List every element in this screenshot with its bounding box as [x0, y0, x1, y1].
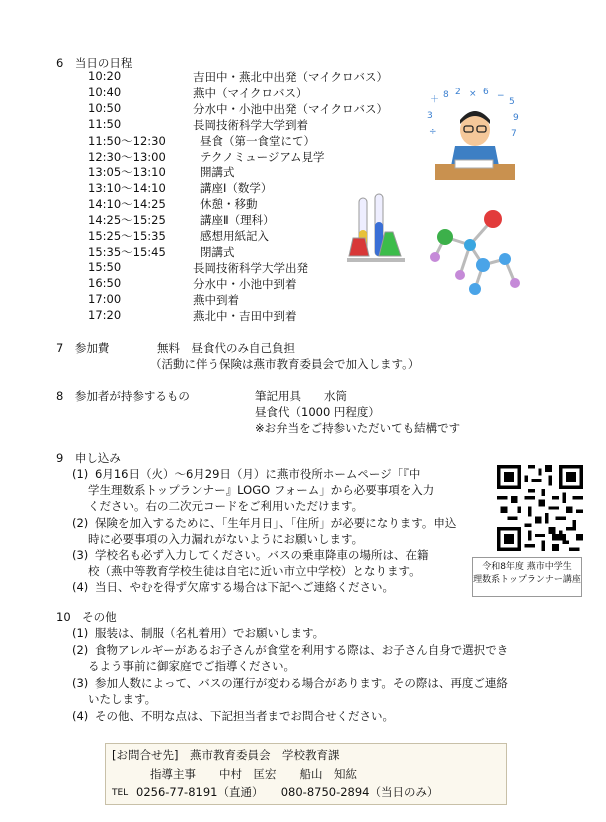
list-item-text: 学校名も必ず入力してください。バスの乗車降車の場所は、在籍	[95, 548, 429, 562]
svg-text:6: 6	[483, 88, 489, 97]
student-studying-icon	[425, 88, 523, 186]
schedule-time: 16:50	[88, 275, 122, 290]
section-6-heading: 6 当日の日程	[56, 56, 133, 70]
list-item-text: 参加人数によって、バスの運行が変わる場合があります。その際は、再度ご連絡	[95, 675, 508, 690]
schedule-time: 14:25～15:25	[88, 213, 166, 228]
qr-code-icon[interactable]	[497, 465, 583, 551]
schedule-time: 17:00	[88, 291, 122, 306]
list-item-text: 食物アレルギーがあるお子さんが食堂を利用する際は、お子さん自身で選択でき	[95, 642, 509, 657]
schedule-time: 10:20	[88, 69, 122, 83]
schedule-row	[88, 101, 408, 117]
schedule-event: 開講式	[200, 165, 235, 180]
bring-note: ※お弁当をご持参いただいても結構です	[255, 421, 461, 435]
section-7-heading: 7 参加費	[56, 341, 110, 355]
fee-text: 無料 昼食代のみ自己負担	[157, 341, 295, 355]
molecule-model-icon	[425, 205, 525, 305]
schedule-time: 13:10～14:10	[88, 181, 166, 196]
svg-text:−: −	[497, 91, 505, 101]
list-item-number: (3)	[72, 675, 89, 690]
svg-text:＋: ＋	[430, 95, 440, 105]
list-item-text: ください。右の二次元コードをご利用いただけます。	[88, 499, 364, 514]
tel-label: TEL	[112, 788, 129, 798]
schedule-event: 吉田中・燕北中出発（マイクロバス）	[193, 70, 389, 84]
schedule-time: 15:35～15:45	[88, 244, 166, 259]
list-item-text: 校（燕中等教育学校生徒は自宅に近い市立中学校）となります。	[88, 564, 421, 579]
schedule-row	[88, 117, 408, 133]
svg-text:8: 8	[443, 90, 449, 100]
schedule-event: 休憩・移動	[200, 197, 258, 212]
list-item-text: その他、不明な点は、下記担当者までお問合せください。	[95, 709, 394, 723]
section-9-heading: 9 申し込み	[56, 451, 121, 465]
svg-text:5: 5	[509, 97, 515, 107]
schedule-time: 17:20	[88, 307, 122, 322]
schedule-row	[88, 164, 408, 180]
qr-caption	[472, 557, 582, 597]
schedule-row	[88, 292, 408, 308]
schedule-event: 閉講式	[200, 244, 235, 259]
list-item-text: 当日、やむを得ず欠席する場合は下記へご連絡ください。	[95, 580, 394, 595]
schedule-row	[88, 133, 408, 149]
schedule-row	[88, 308, 408, 324]
list-item-text: 服装は、制服（名札着用）でお願いします。	[95, 626, 325, 640]
section-8-heading: 8 参加者が持参するもの	[56, 389, 190, 403]
list-item-text: 保険を加入するために、「生年月日」、「住所」が必要になります。申込	[95, 515, 457, 530]
schedule-time: 10:40	[88, 84, 122, 99]
schedule-row	[88, 149, 408, 165]
contact-heading: [お問合せ先] 燕市教育委員会 学校教育課	[112, 748, 340, 762]
schedule-time: 13:05～13:10	[88, 165, 166, 180]
schedule-time: 14:10～14:25	[88, 197, 166, 212]
schedule-event: 長岡技術科学大学到着	[193, 117, 308, 132]
list-item-text: 学生理数系トップランナー』LOGO フォーム」から必要事項を入力	[88, 483, 435, 498]
schedule-event: 講座Ⅱ（理科）	[200, 213, 275, 228]
schedule-event: 燕中（マイクロバス）	[193, 85, 308, 100]
schedule-time: 10:50	[88, 100, 122, 115]
svg-text:9: 9	[513, 113, 519, 123]
schedule-event: 分水中・小池中出発（マイクロバス）	[193, 101, 389, 116]
schedule-row	[88, 69, 408, 85]
schedule-time: 15:50	[88, 259, 122, 274]
svg-text:7: 7	[511, 129, 517, 139]
svg-text:÷: ÷	[429, 127, 437, 137]
bring-item-2: 昼食代（1000 円程度）	[255, 405, 380, 419]
test-tubes-icon	[345, 192, 407, 272]
svg-text:×: ×	[469, 89, 477, 99]
qr-caption-line-1: 令和8年度 燕市中学生	[482, 562, 572, 572]
schedule-event: 燕中到着	[193, 292, 239, 307]
schedule-event: 感想用紙記入	[200, 229, 269, 243]
list-item-text: 6月16日（火）～6月29日（月）に燕市役所ホームページ「『中	[95, 467, 421, 481]
list-item-text: るよう事前に御家庭でご指導ください。	[88, 659, 295, 674]
list-item-number: (4)	[72, 709, 89, 723]
contact-phone: 0256-77-8191（直通） 080-8750-2894（当日のみ）	[136, 785, 439, 799]
schedule-event: 燕北中・吉田中到着	[193, 308, 297, 323]
list-item-text: 時に必要事項の入力漏れがないようにお願いします。	[88, 531, 364, 546]
schedule-time: 12:30～13:00	[88, 149, 166, 164]
list-item-number: (2)	[72, 642, 89, 657]
schedule-event: 分水中・小池中到着	[193, 276, 297, 291]
schedule-event: 長岡技術科学大学出発	[193, 260, 308, 275]
schedule-event: テクノミュージアム見学	[200, 149, 325, 164]
schedule-event: 昼食（第一食堂にて）	[200, 133, 315, 148]
fee-note: （活動に伴う保険は燕市教育委員会で加入します。）	[150, 357, 420, 371]
list-item-number: (1)	[72, 467, 89, 481]
list-item-number: (4)	[72, 580, 89, 595]
schedule-row	[88, 85, 408, 101]
schedule-time: 11:50	[88, 116, 122, 131]
qr-caption-line-2: 理数系トップランナー講座	[473, 575, 581, 585]
svg-text:3: 3	[427, 111, 433, 121]
list-item-number: (2)	[72, 515, 89, 530]
contact-box	[105, 743, 507, 805]
schedule-time: 15:25～15:35	[88, 229, 166, 243]
schedule-event: 講座Ⅰ（数学）	[200, 181, 273, 196]
schedule-time: 11:50～12:30	[88, 133, 166, 148]
section-10-heading: 10 その他	[56, 610, 117, 624]
list-item-number: (3)	[72, 548, 89, 562]
list-item-number: (1)	[72, 626, 89, 640]
schedule-row	[88, 276, 408, 292]
svg-text:2: 2	[455, 88, 461, 97]
contact-persons: 指導主事 中村 匡宏 船山 知紘	[150, 767, 357, 781]
bring-item-1: 筆記用具 水筒	[255, 389, 347, 403]
list-item-text: いたします。	[88, 692, 157, 707]
